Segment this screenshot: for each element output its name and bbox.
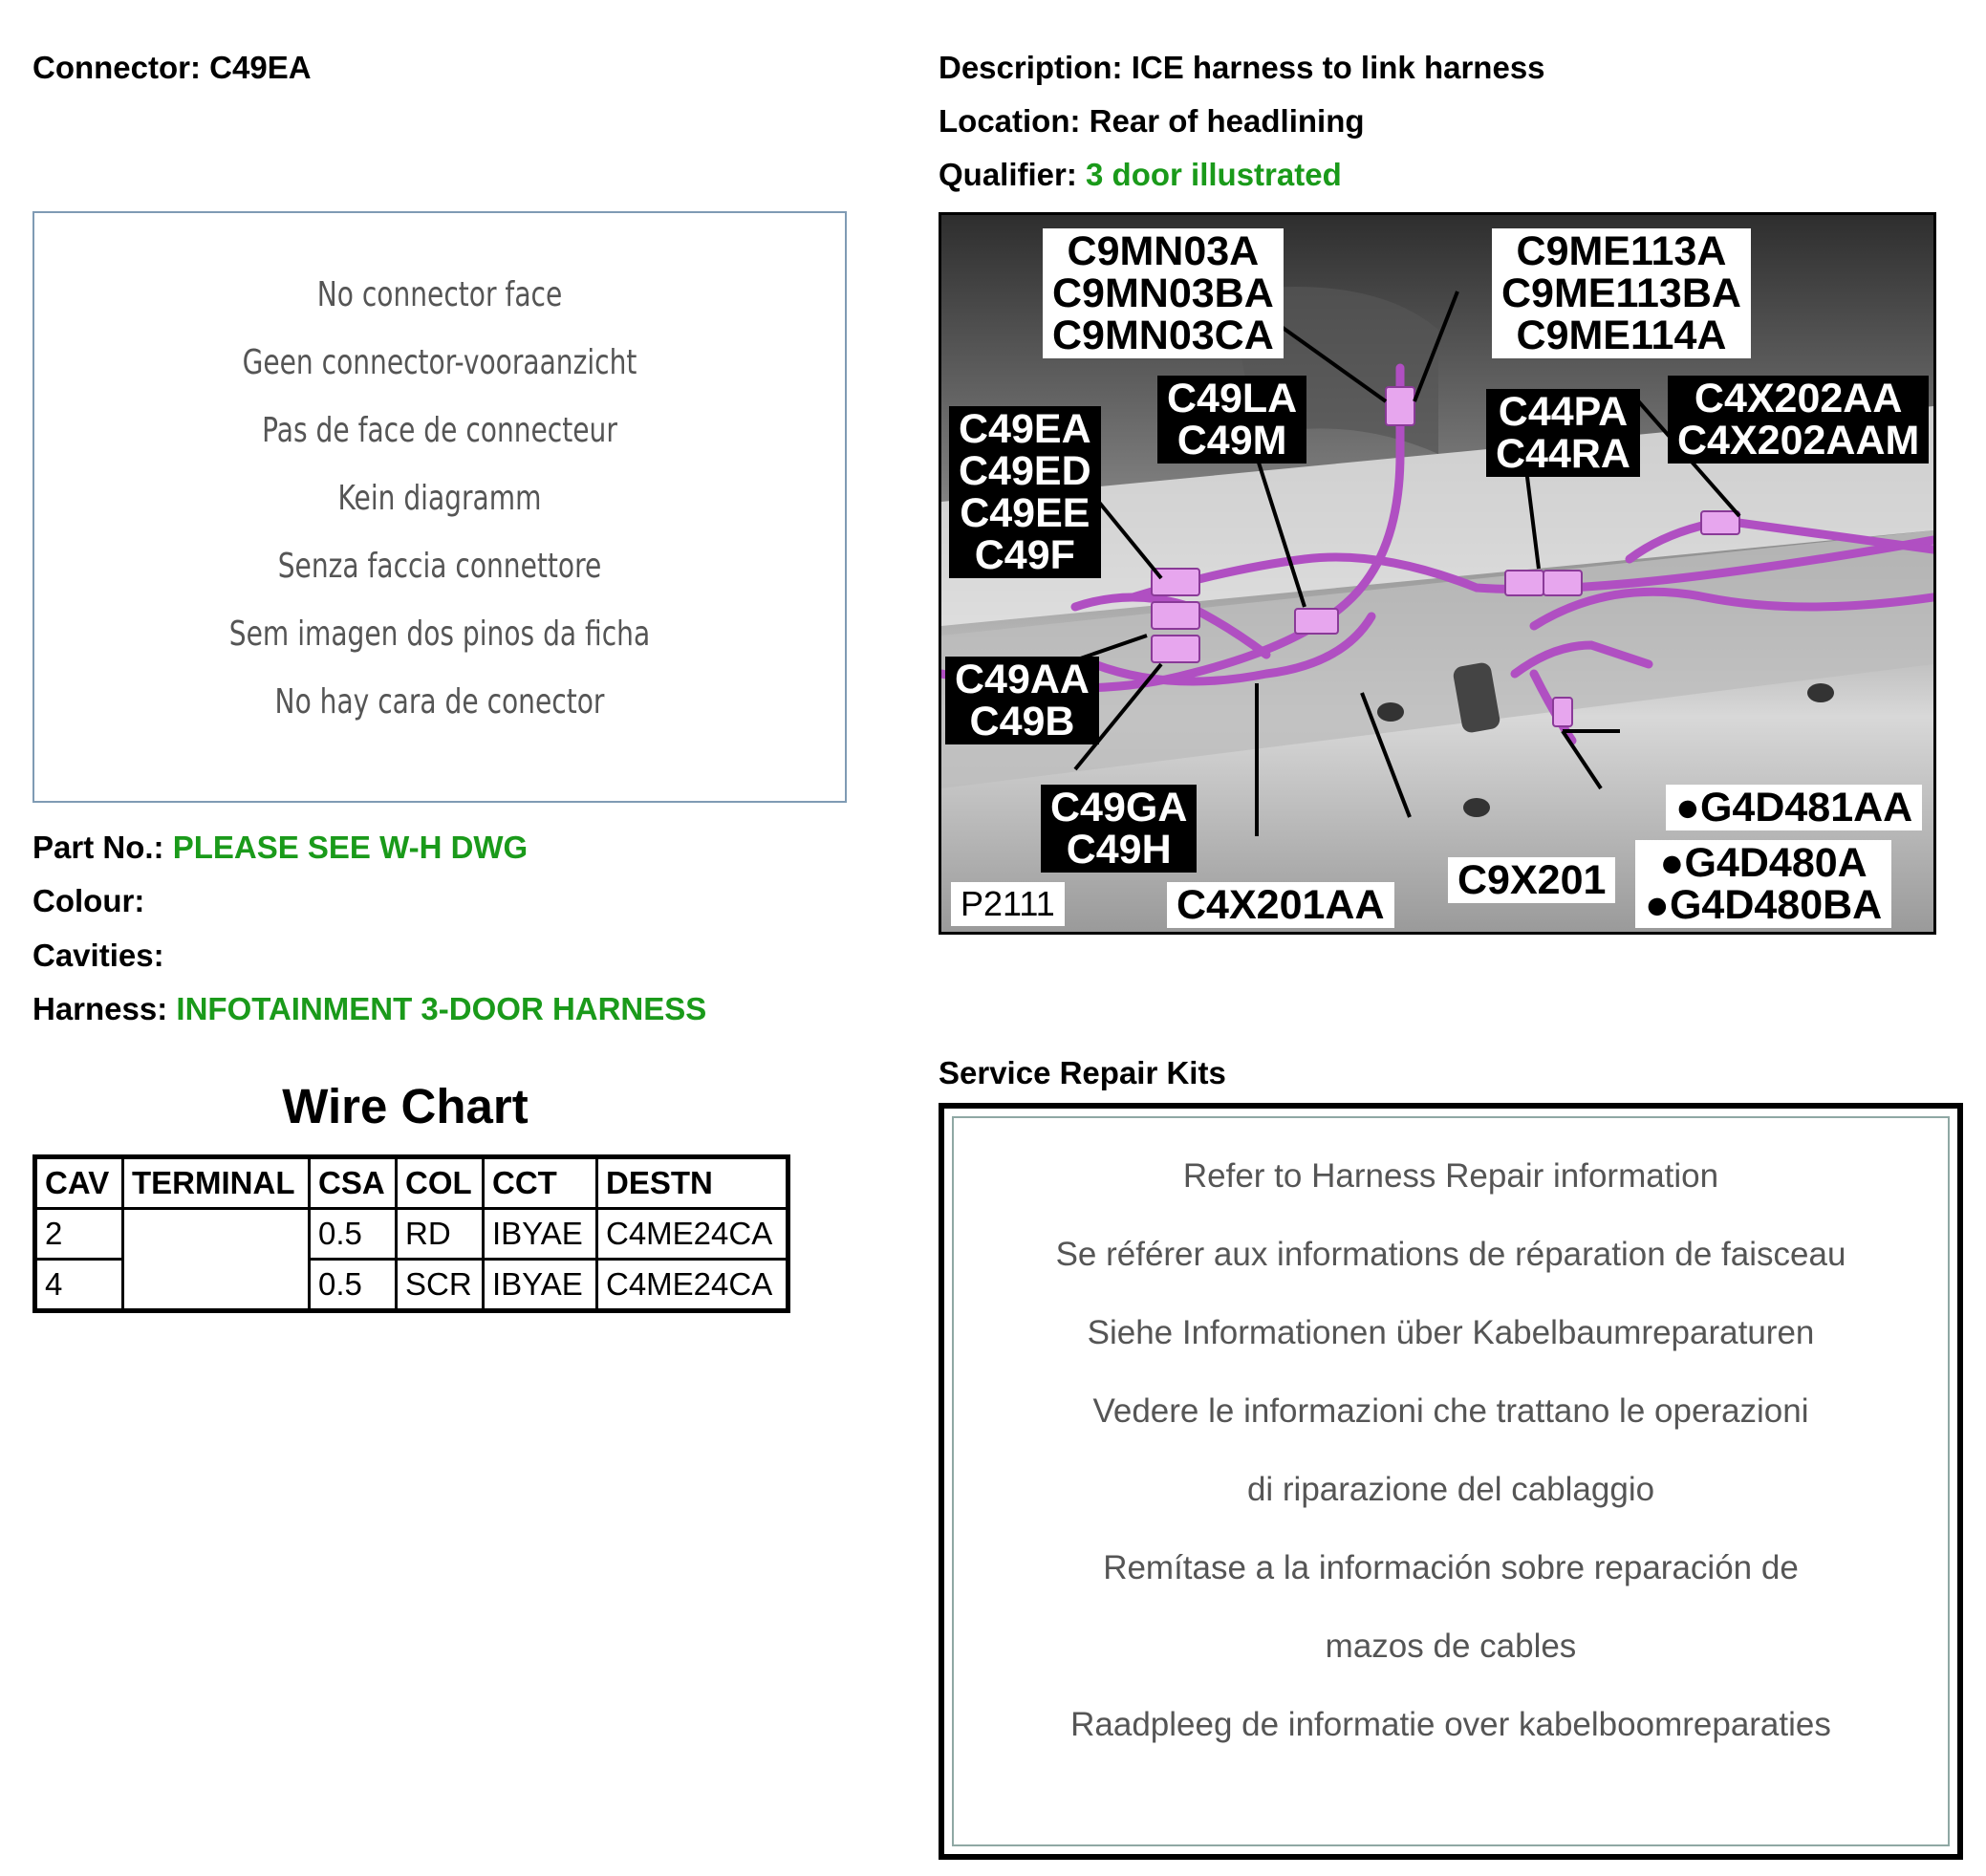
- callout-line: C44RA: [1496, 431, 1630, 477]
- service-repair-kits-heading: Service Repair Kits: [939, 1055, 1226, 1090]
- callout-line: C49M: [1176, 418, 1287, 464]
- srk-line: Se référer aux informations de réparation de faisceau: [1055, 1236, 1846, 1273]
- qualifier-value: 3 door illustrated: [1086, 157, 1342, 192]
- header-csa: CSA: [310, 1157, 397, 1209]
- cell-csa: 0.5: [310, 1209, 397, 1260]
- wire-chart-table: [32, 1154, 790, 1313]
- callout-line: C4X202AA: [1694, 376, 1903, 421]
- qualifier-field: [939, 157, 1342, 193]
- service-repair-kits-inner: [952, 1116, 1950, 1846]
- harness-value: INFOTAINMENT 3-DOOR HARNESS: [176, 991, 707, 1026]
- callout-line: C4X201AA: [1176, 882, 1385, 928]
- wire-chart-title: Wire Chart: [282, 1079, 529, 1133]
- header-cct: CCT: [484, 1157, 597, 1209]
- srk-line: di riparazione del cablaggio: [1246, 1471, 1655, 1508]
- no-face-line: Kein diagramm: [337, 479, 542, 518]
- callout-line: ●G4D481AA: [1675, 785, 1913, 830]
- no-face-line: Senza faccia connettore: [277, 547, 602, 586]
- srk-line: mazos de cables: [1325, 1628, 1577, 1665]
- connector-label: Connector:: [32, 50, 201, 85]
- callout-line: C49AA: [955, 657, 1090, 702]
- no-face-line: Pas de face de connecteur: [262, 411, 617, 450]
- callout-c4x202aa: [1668, 376, 1929, 464]
- no-connector-face-lines: [123, 261, 755, 736]
- callout-c49ga: [1041, 785, 1197, 873]
- colour-label: Colour:: [32, 883, 145, 918]
- srk-line: Remítase a la información sobre reparación de: [1103, 1549, 1799, 1586]
- callout-line: C49ED: [959, 448, 1091, 494]
- callout-c9x201: [1448, 857, 1615, 903]
- callout-line: C9ME113A: [1516, 228, 1727, 274]
- cell-terminal: [123, 1209, 310, 1311]
- callout-c9mn03: [1043, 228, 1284, 358]
- header-terminal: TERMINAL: [123, 1157, 310, 1209]
- service-repair-kits-box: [939, 1103, 1963, 1860]
- header-cav: CAV: [35, 1157, 123, 1209]
- no-connector-face-box: [32, 211, 847, 803]
- photo-id: P2111: [951, 882, 1065, 926]
- header-destn: DESTN: [597, 1157, 788, 1209]
- srk-line: Raadpleeg de informatie over kabelboomreparaties: [1070, 1706, 1831, 1743]
- callout-c49ea: [949, 406, 1101, 578]
- cell-cav: 4: [35, 1260, 123, 1311]
- description-field: [939, 50, 1545, 86]
- service-repair-kits-lines: [954, 1137, 1948, 1764]
- srk-line: Refer to Harness Repair information: [1182, 1157, 1719, 1195]
- cell-col: SCR: [397, 1260, 484, 1311]
- callout-c49la: [1157, 376, 1306, 464]
- part-no-label: Part No.:: [32, 830, 164, 865]
- connector-field: [32, 50, 312, 86]
- callout-line: C44PA: [1498, 389, 1629, 435]
- callout-line: C4X202AAM: [1677, 418, 1920, 464]
- srk-line: Vedere le informazioni che trattano le operazioni: [1092, 1392, 1809, 1430]
- connector-value: C49EA: [209, 50, 312, 85]
- location-photo: [939, 212, 1936, 935]
- callout-line: C49EA: [959, 406, 1091, 452]
- no-face-line: Sem imagen dos pinos da ficha: [228, 615, 651, 654]
- cell-destn: C4ME24CA: [597, 1209, 788, 1260]
- callout-line: C9MN03A: [1067, 228, 1260, 274]
- location-field: [939, 103, 1365, 140]
- cell-cct: IBYAE: [484, 1209, 597, 1260]
- callout-line: C9X201: [1457, 857, 1607, 903]
- harness-label: Harness:: [32, 991, 168, 1026]
- no-face-line: Geen connector-vooraanzicht: [242, 343, 637, 382]
- table-row: [35, 1209, 788, 1260]
- cell-cav: 2: [35, 1209, 123, 1260]
- colour-field: [32, 883, 144, 919]
- callout-line: C49GA: [1050, 785, 1188, 830]
- part-no-value: PLEASE SEE W-H DWG: [172, 830, 529, 865]
- callout-line: C9MN03BA: [1052, 270, 1274, 316]
- callout-line: ●G4D480BA: [1645, 882, 1883, 928]
- callout-c4x201aa: [1167, 882, 1394, 928]
- location-label: Location:: [939, 103, 1081, 139]
- description-value: ICE harness to link harness: [1131, 50, 1545, 85]
- qualifier-label: Qualifier:: [939, 157, 1077, 192]
- description-label: Description:: [939, 50, 1123, 85]
- callout-line: C9ME114A: [1516, 313, 1727, 358]
- cell-csa: 0.5: [310, 1260, 397, 1311]
- callout-g4d480a: [1635, 840, 1891, 928]
- callout-c44pa: [1486, 389, 1640, 477]
- cell-cct: IBYAE: [484, 1260, 597, 1311]
- callout-line: C9ME113BA: [1501, 270, 1741, 316]
- srk-line: Siehe Informationen über Kabelbaumreparaturen: [1087, 1314, 1815, 1351]
- callout-line: ●G4D480A: [1659, 840, 1867, 886]
- callout-line: C49B: [969, 699, 1075, 744]
- callout-line: C9MN03CA: [1052, 313, 1274, 358]
- wire-chart-header-row: [35, 1157, 788, 1209]
- cell-destn: C4ME24CA: [597, 1260, 788, 1311]
- part-no-field: [32, 830, 528, 866]
- callout-line: C49LA: [1167, 376, 1298, 421]
- cavities-label: Cavities:: [32, 938, 164, 973]
- callout-c9me113: [1492, 228, 1751, 358]
- header-col: COL: [397, 1157, 484, 1209]
- callout-g4d481aa: [1666, 785, 1922, 830]
- location-value: Rear of headlining: [1089, 103, 1365, 139]
- no-face-line: No connector face: [316, 275, 563, 314]
- callout-line: C49H: [1066, 827, 1172, 873]
- harness-field: [32, 991, 706, 1027]
- callout-line: C49EE: [960, 490, 1090, 536]
- callout-c49aa: [945, 657, 1099, 744]
- cavities-field: [32, 938, 164, 974]
- cell-col: RD: [397, 1209, 484, 1260]
- no-face-line: No hay cara de conector: [274, 682, 605, 722]
- callout-line: C49F: [974, 532, 1075, 578]
